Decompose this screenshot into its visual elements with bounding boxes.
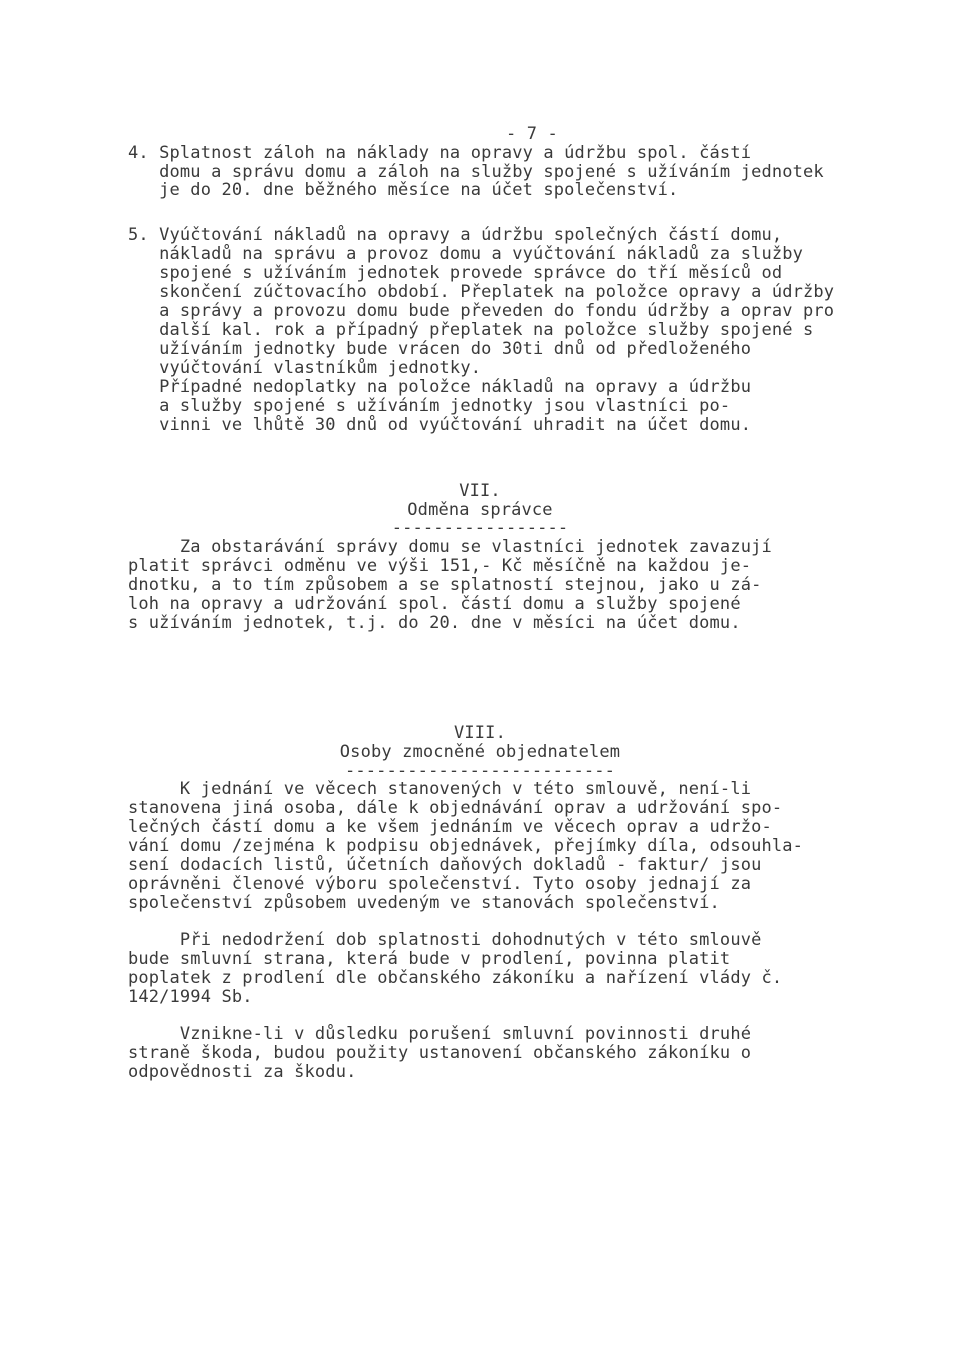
text-line: a služby spojené s užíváním jednotky jsou vlastníci po- <box>128 396 731 416</box>
text-line: Při nedodržení dob splatnosti dohodnutých v této smlouvě <box>128 930 762 950</box>
text-line: Vznikne-li v důsledku porušení smluvní povinnosti druhé <box>128 1024 752 1044</box>
text-line: a správy a provozu domu bude převeden do fondu údržby a oprav pro <box>128 301 835 321</box>
text-line: je do 20. dne běžného měsíce na účet společenství. <box>128 180 679 200</box>
text-line: platit správci odměnu ve výši 151,- Kč měsíčně na každou je- <box>128 556 752 576</box>
text-line: 4. Splatnost záloh na náklady na opravy a údržbu spol. částí <box>128 143 752 163</box>
page-number: - 7 - <box>506 124 558 144</box>
text-line: poplatek z prodlení dle občanského zákoníku a nařízení vlády č. <box>128 968 783 988</box>
text-line: lečných částí domu a ke všem jednáním ve věcech oprav a udržo- <box>128 817 772 837</box>
title-underline: -------------------------- <box>344 761 615 781</box>
text-line: 5. Vyúčtování nákladů na opravy a údržbu společných částí domu, <box>128 225 783 245</box>
text-line: K jednání ve věcech stanovených v této smlouvě, není-li <box>128 779 752 799</box>
text-line: vání domu /zejména k podpisu objednávek, přejímky díla, odsouhla- <box>128 836 804 856</box>
text-line: odpovědnosti za škodu. <box>128 1062 357 1082</box>
text-line: 142/1994 Sb. <box>128 987 253 1007</box>
text-line: vinni ve lhůtě 30 dnů od vyúčtování uhradit na účet domu. <box>128 415 752 435</box>
text-line: domu a správu domu a záloh na služby spojené s užíváním jednotek <box>128 162 824 182</box>
text-line: skončení zúčtovacího období. Přeplatek na položce opravy a údržby <box>128 282 835 302</box>
text-line: s užíváním jednotek, t.j. do 20. dne v měsíci na účet domu. <box>128 613 741 633</box>
article-number: VII. <box>459 481 501 501</box>
text-line: oprávněni členové výboru společenství. Tyto osoby jednají za <box>128 874 752 894</box>
text-line: dnotku, a to tím způsobem a se splatností stejnou, jako u zá- <box>128 575 762 595</box>
text-line: společenství způsobem uvedeným ve stanovách společenství. <box>128 893 720 913</box>
text-line: Případné nedoplatky na položce nákladů na opravy a údržbu <box>128 377 752 397</box>
text-line: loh na opravy a udržování spol. částí domu a služby spojené <box>128 594 741 614</box>
text-line: spojené s užíváním jednotek provede správce do tří měsíců od <box>128 263 783 283</box>
text-line: další kal. rok a případný přeplatek na položce služby spojené s <box>128 320 814 340</box>
text-line: straně škoda, budou použity ustanovení občanského zákoníku o <box>128 1043 752 1063</box>
text-line: vyúčtování vlastníkům jednotky. <box>128 358 482 378</box>
article-title: Odměna správce <box>407 500 553 520</box>
text-line: užíváním jednotky bude vrácen do 30ti dnů od předloženého <box>128 339 752 359</box>
article-number: VIII. <box>454 723 506 743</box>
text-line: sení dodacích listů, účetních daňových dokladů - faktur/ jsou <box>128 855 762 875</box>
text-line: stanovena jiná osoba, dále k objednávání oprav a udržování spo- <box>128 798 783 818</box>
article-title: Osoby zmocněné objednatelem <box>339 742 621 762</box>
text-line: Za obstarávání správy domu se vlastníci jednotek zavazují <box>128 537 772 557</box>
text-line: bude smluvní strana, která bude v prodlení, povinna platit <box>128 949 731 969</box>
text-line: nákladů na správu a provoz domu a vyúčtování nákladů za služby <box>128 244 804 264</box>
title-underline: ----------------- <box>391 518 569 538</box>
